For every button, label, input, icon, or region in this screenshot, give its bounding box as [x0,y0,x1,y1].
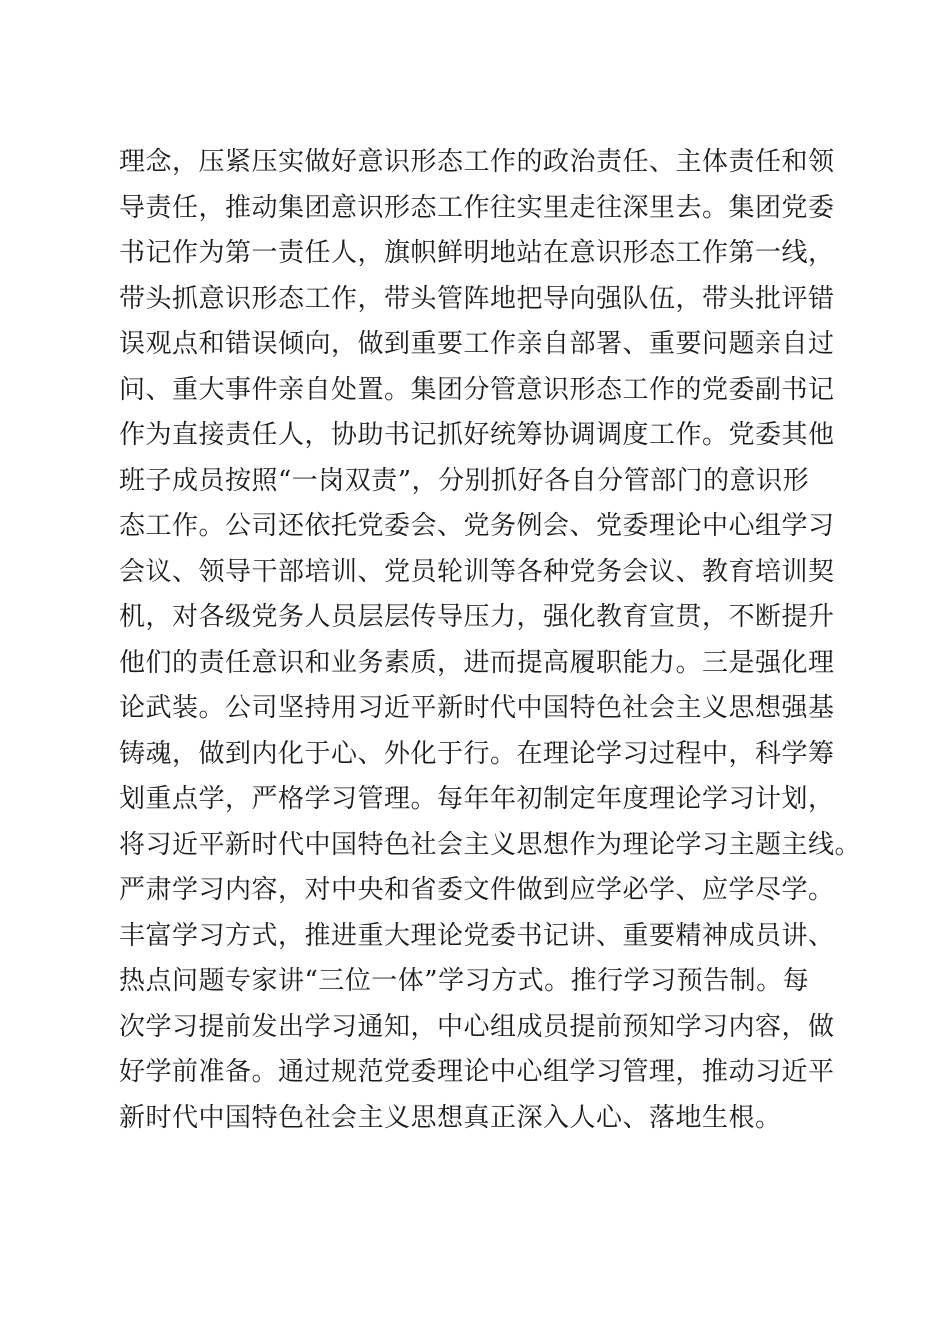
text-line: 机，对各级党务人员层层传导压力，强化教育宣贯，不断提升 [119,602,835,632]
text-line: 划重点学，严格学习管理。每年年初制定年度理论学习计划， [119,784,835,814]
text-line: 会议、领导干部培训、党员轮训等各种党务会议、教育培训契 [119,556,835,587]
text-line: 误观点和错误倾向，做到重要工作亲自部署、重要问题亲自过 [119,329,835,359]
text-line: 次学习提前发出学习通知，中心组成员提前预知学习内容，做 [119,1011,835,1042]
text-line: 丰富学习方式，推进重大理论党委书记讲、重要精神成员讲、 [119,920,835,951]
text-line: 新时代中国特色社会主义思想真正深入人心、落地生根。 [119,1102,782,1133]
text-line: 班子成员按照“一岗双责”，分别抓好各自分管部门的意识形 [119,465,810,496]
text-line: 带头抓意识形态工作，带头管阵地把导向强队伍，带头批评错 [119,283,835,314]
text-line: 导责任，推动集团意识形态工作往实里走往深里去。集团党委 [119,192,835,223]
text-line: 铸魂，做到内化于心、外化于行。在理论学习过程中，科学筹 [119,738,835,769]
text-line: 严肃学习内容，对中央和省委文件做到应学必学、应学尽学。 [119,875,835,905]
text-line: 好学前准备。通过规范党委理论中心组学习管理，推动习近平 [119,1057,835,1087]
body-paragraph [119,140,862,1141]
text-line: 将习近平新时代中国特色社会主义思想作为理论学习主题主线。 [119,829,862,860]
text-line: 他们的责任意识和业务素质，进而提高履职能力。三是强化理 [119,647,835,678]
text-line: 理念，压紧压实做好意识形态工作的政治责任、主体责任和领 [119,147,835,177]
text-line: 态工作。公司还依托党委会、党务例会、党委理论中心组学习 [119,511,835,541]
text-line: 书记作为第一责任人，旗帜鲜明地站在意识形态工作第一线， [119,238,835,268]
text-line: 论武装。公司坚持用习近平新时代中国特色社会主义思想强基 [119,693,835,723]
text-line: 作为直接责任人，协助书记抓好统筹协调调度工作。党委其他 [119,420,835,450]
text-line: 热点问题专家讲“三位一体”学习方式。推行学习预告制。每 [119,966,810,996]
text-line: 问、重大事件亲自处置。集团分管意识形态工作的党委副书记 [119,374,835,405]
